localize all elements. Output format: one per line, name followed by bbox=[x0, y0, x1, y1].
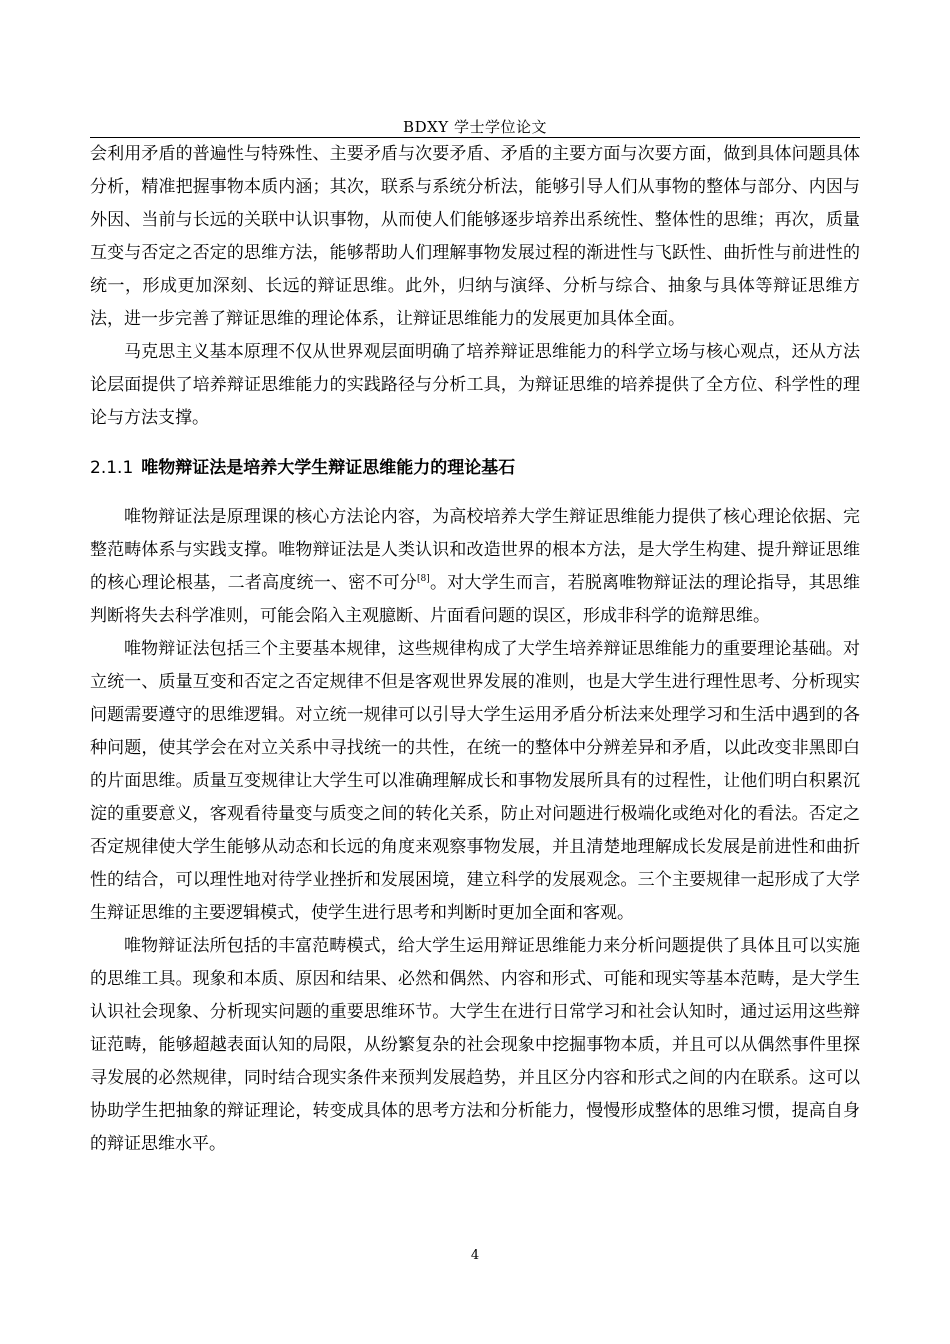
section-heading bbox=[90, 435, 860, 501]
paragraph-three-laws: 唯物辩证法包括三个主要基本规律，这些规律构成了大学生培养辩证思维能力的重要理论基础。对立统一、质量互变和否定之否定规律不但是客观世界发展的准则，也是大学生进行理性思考、分析现实问题需要遵守的思维逻辑。对立统一规律可以引导大学生运用矛盾分析法来处理学习和生活中遇到的各种问题，使其学会在对立关系中寻找统一的共性，在统一的整体中分辨差异和矛盾，以此改变非黑即白的片面思维。质量互变规律让大学生可以准确理解成长和事物发展所具有的过程性，让他们明白积累沉淀的重要意义，客观看待量变与质变之间的转化关系，防止对问题进行极端化或绝对化的看法。否定之否定规律使大学生能够从动态和长远的角度来观察事物发展，并且清楚地理解成长发展是前进性和曲折性的结合，可以理性地对待学业挫折和发展困境，建立科学的发展观念。三个主要规律一起形成了大学生辩证思维的主要逻辑模式，使学生进行思考和判断时更加全面和客观。 bbox=[90, 639, 860, 923]
paragraph-marxism-summary: 马克思主义基本原理不仅从世界观层面明确了培养辩证思维能力的科学立场与核心观点，还从方法论层面提供了培养辩证思维能力的实践路径与分析工具，为辩证思维的培养提供了全方位、科学性的理论与方法支撑。 bbox=[90, 342, 860, 428]
section-number: 2.1.1 bbox=[90, 458, 134, 478]
section-title: 唯物辩证法是培养大学生辩证思维能力的理论基石 bbox=[141, 458, 516, 478]
page-header: BDXY 学士学位论文 bbox=[403, 118, 547, 136]
paragraph-categories: 唯物辩证法所包括的丰富范畴模式，给大学生运用辩证思维能力来分析问题提供了具体且可以实施的思维工具。现象和本质、原因和结果、必然和偶然、内容和形式、可能和现实等基本范畴，是大学生认识社会现象、分析现实问题的重要思维环节。大学生在进行日常学习和社会认知时，通过运用这些辩证范畴，能够超越表面认知的局限，从纷繁复杂的社会现象中挖掘事物本质，并且可以从偶然事件里探寻发展的必然规律，同时结合现实条件来预判发展趋势，并且区分内容和形式之间的内在联系。这可以协助学生把抽象的辩证理论，转变成具体的思考方法和分析能力，慢慢形成整体的思维习惯，提高自身的辩证思维水平。 bbox=[90, 936, 860, 1154]
paragraph-text-part: 唯物辩证法是原理课的核心方法论内容，为高校培养大学生辩证思维能力提供了核心理论依据、完整范畴体系与实践支撑。唯物辩证法是人类认识和改造世界的根本方法，是大学生构建、提升辩证思维的核心理论根基，二者高度统一、密不可分 bbox=[90, 507, 860, 593]
citation-reference: [8] bbox=[417, 574, 430, 584]
page-number: 4 bbox=[470, 1248, 480, 1263]
paragraph-text-part: 。对大学生而言，若脱离唯物辩证法的理论指导，其思维判断将失去科学准则，可能会陷入主观臆断、片面看问题的误区，形成非科学的诡辩思维。 bbox=[90, 573, 861, 626]
paragraph-materialist-dialectics bbox=[90, 501, 860, 633]
paragraph-continued: 会利用矛盾的普遍性与特殊性、主要矛盾与次要矛盾、矛盾的主要方面与次要方面，做到具体问题具体分析，精准把握事物本质内涵；其次，联系与系统分析法，能够引导人们从事物的整体与部分、内因与外因、当前与长远的关联中认识事物，从而使人们能够逐步培养出系统性、整体性的思维；再次，质量互变与否定之否定的思维方法，能够帮助人们理解事物发展过程的渐进性与飞跃性、曲折性与前进性的统一，形成更加深刻、长远的辩证思维。此外，归纳与演绎、分析与综合、抽象与具体等辩证思维方法，进一步完善了辩证思维的理论体系，让辩证思维能力的发展更加具体全面。 bbox=[90, 144, 860, 329]
document-body bbox=[90, 138, 860, 1161]
